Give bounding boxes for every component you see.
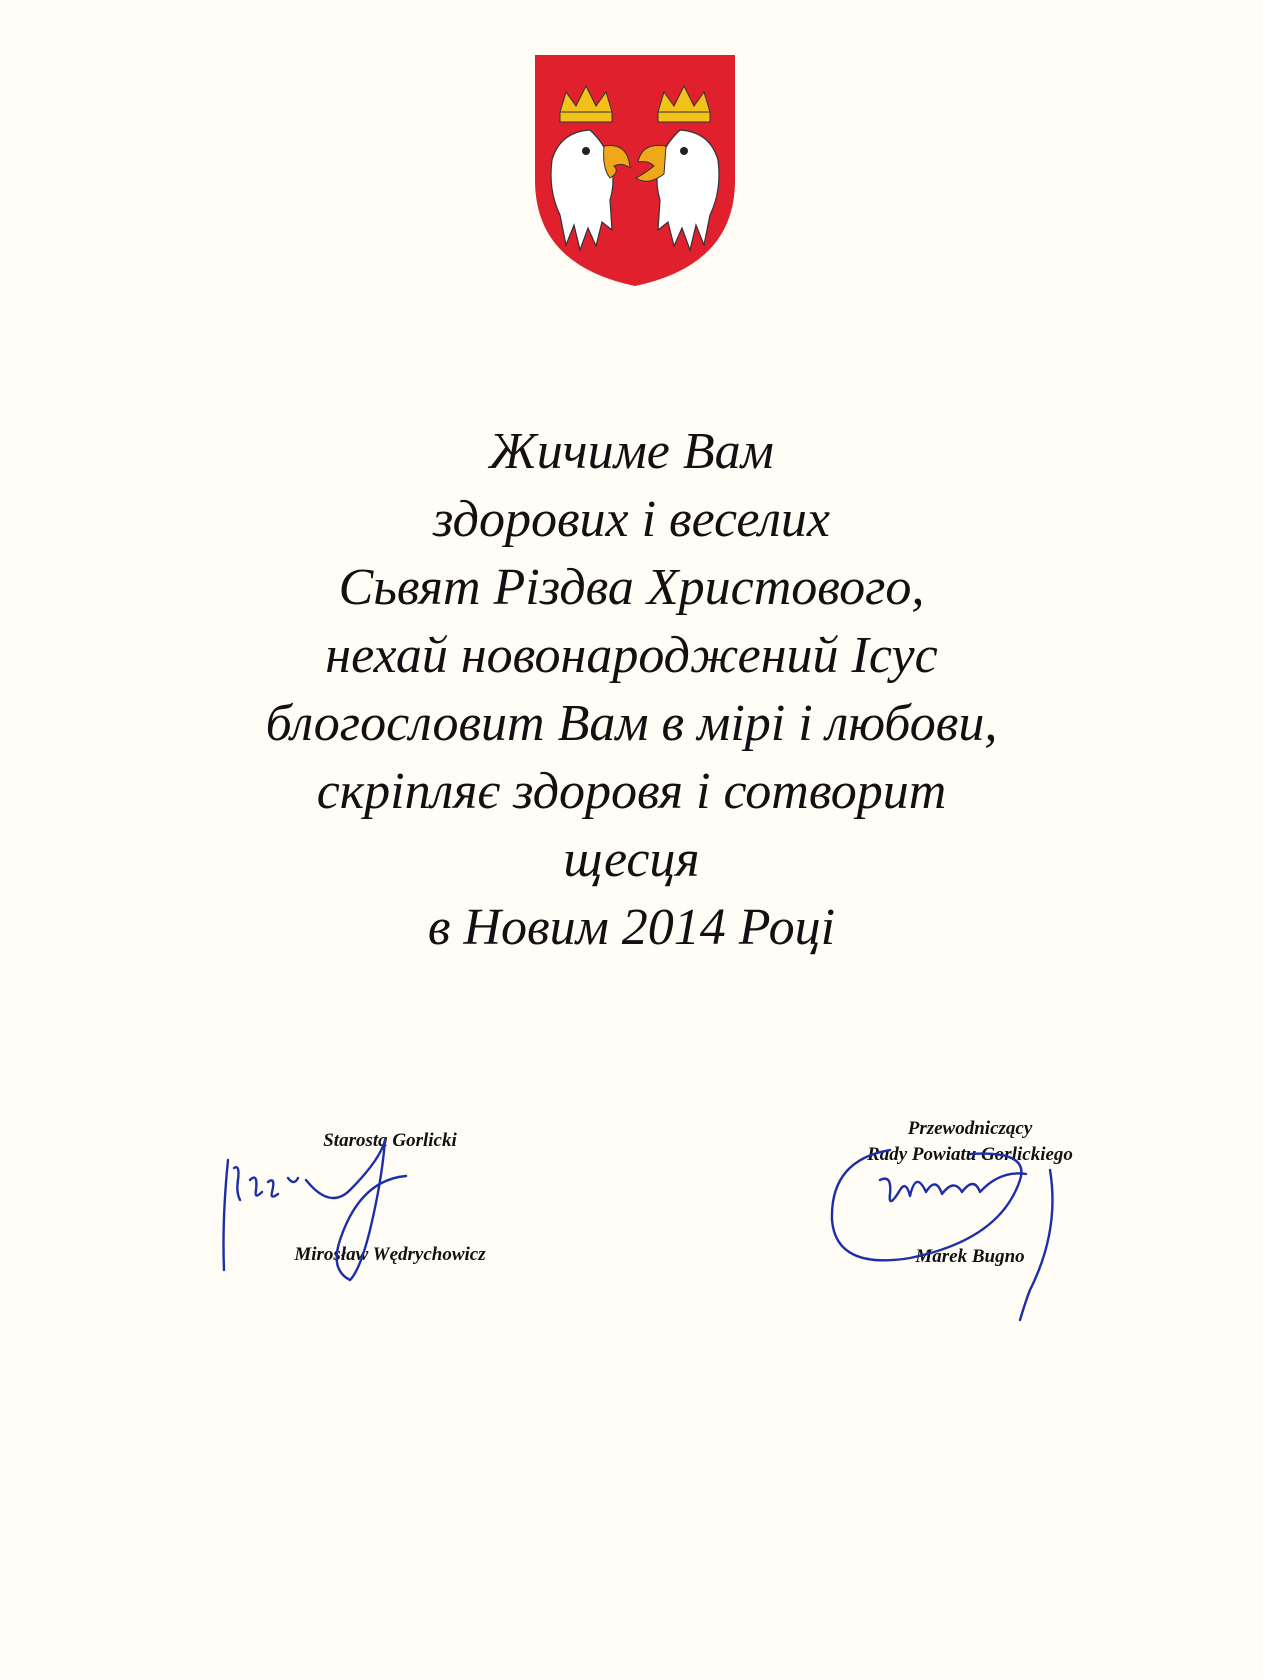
signatory-left xyxy=(240,1128,540,1268)
signatory-title: Starosta Gorlicki xyxy=(323,1130,457,1151)
greeting-line: нехай новонароджений Ісус xyxy=(325,627,938,684)
greeting-line: щесця xyxy=(563,831,700,888)
greeting-line: в Новим 2014 Році xyxy=(427,899,836,956)
greeting-line: блогословит Вам в мірі і любови, xyxy=(265,695,998,752)
signatory-name: Marek Bugno xyxy=(915,1246,1025,1267)
coat-of-arms-icon xyxy=(530,50,740,290)
greeting-line: Сьвят Різдва Христового, xyxy=(338,559,925,616)
signatory-title: Rady Powiatu Gorlickiego xyxy=(867,1144,1073,1165)
greeting-line: скріпляє здоровя і сотворит xyxy=(316,763,947,820)
signatory-right xyxy=(800,1116,1140,1270)
greeting-text xyxy=(0,418,1263,962)
signatory-title: Przewodniczący xyxy=(907,1118,1033,1139)
greeting-line: здорових і веселих xyxy=(433,491,830,548)
greeting-line: Жичиме Вам xyxy=(489,423,774,480)
signatory-name: Mirosław Wędrychowicz xyxy=(294,1244,486,1265)
